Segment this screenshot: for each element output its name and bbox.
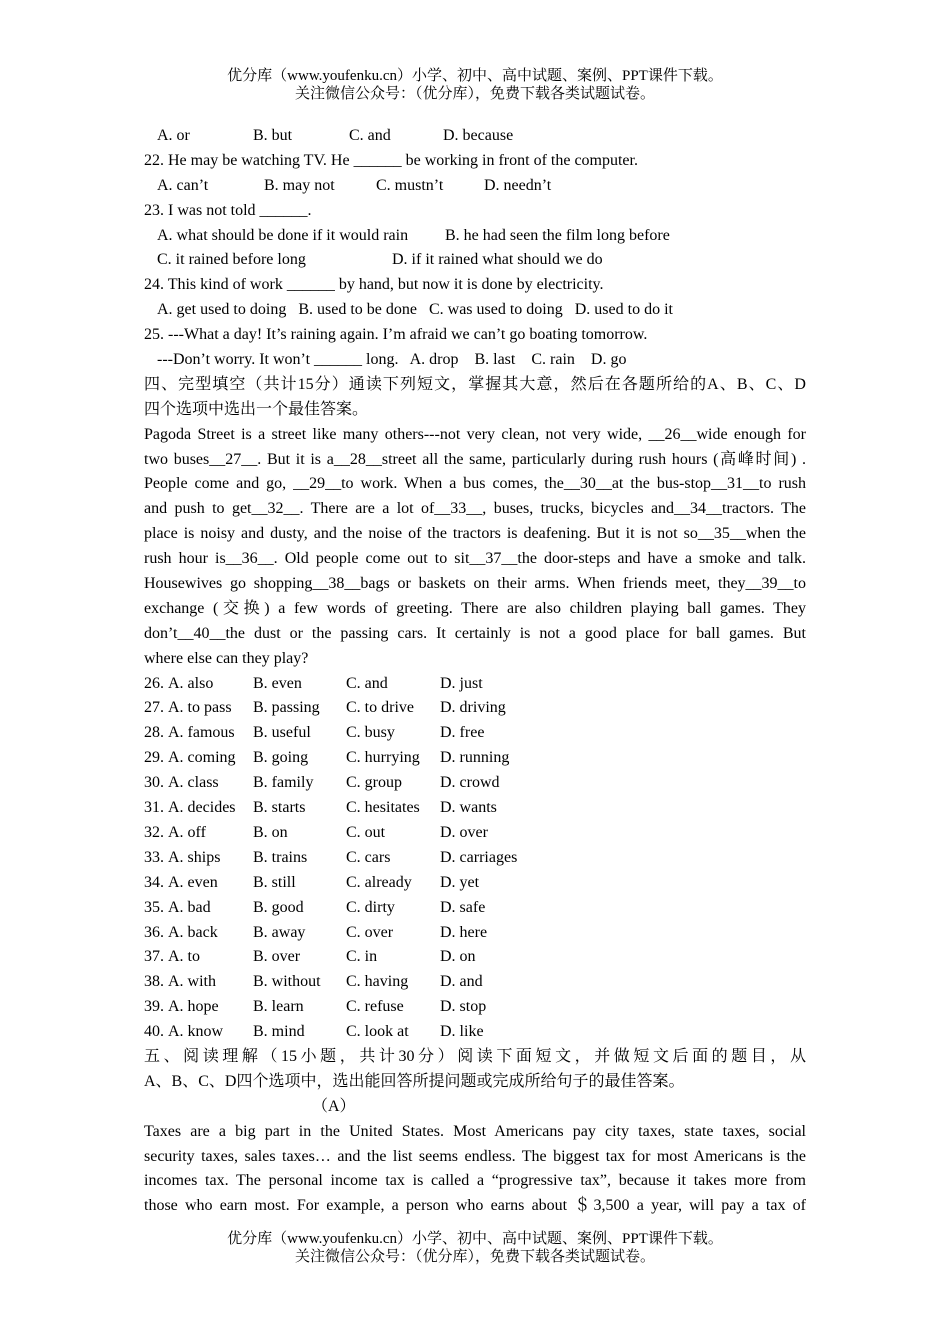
question-number: 31. (144, 799, 164, 817)
q21-option-a: A. or (157, 127, 190, 144)
option-b: B. starts (253, 799, 306, 817)
reading-passage-a (144, 1120, 806, 1220)
question-number: 27. (144, 699, 164, 717)
cloze-line-5: place is noisy and dusty, and the noise of the tractors is deafening. But it is not so__35__when the (144, 525, 806, 543)
option-c: C. group (346, 774, 402, 792)
q21-option-d: D. because (443, 127, 514, 144)
question-number: 26. (144, 674, 164, 692)
q21-option-b: B. but (253, 127, 293, 144)
q22-option-c: C. mustn’t (376, 176, 444, 194)
option-b: B. family (253, 774, 314, 792)
option-c: C. hurrying (346, 749, 420, 767)
option-a: A. famous (168, 724, 235, 742)
footer-line-1: 优分库（www.youfenku.cn）小学、初中、高中试题、案例、PPT课件下载。 (227, 1231, 723, 1247)
option-c: C. having (346, 973, 409, 991)
question-number: 29. (144, 749, 164, 767)
option-b: B. learn (253, 998, 304, 1016)
question-number: 35. (144, 898, 164, 916)
option-d: D. safe (440, 898, 486, 916)
reading-line-3: incomes tax. The personal income tax is called a “progressive tax”, because it takes more from (144, 1172, 806, 1190)
option-a: A. to (168, 948, 200, 966)
cloze-question-row (144, 970, 806, 995)
q23-option-a: A. what should be done if it would rain (157, 226, 409, 244)
q22-option-a: A. can’t (157, 176, 209, 194)
option-b: B. trains (253, 848, 308, 866)
option-c: C. busy (346, 724, 395, 742)
option-b: B. passing (253, 699, 320, 717)
cloze-question-row (144, 995, 806, 1020)
option-b: B. over (253, 948, 301, 966)
q23-option-d: D. if it rained what should we do (392, 251, 603, 269)
cloze-question-row (144, 896, 806, 921)
cloze-question-row (144, 696, 806, 721)
option-a: A. coming (168, 749, 236, 767)
cloze-line-7: Housewives go shopping__38__bags or baskets on their arms. When friends meet, they__39__to (144, 575, 806, 593)
question-number: 28. (144, 724, 164, 742)
q24-stem: 24. This kind of work ______ by hand, but now it is done by electricity. (144, 276, 604, 294)
cloze-question-row (144, 871, 806, 896)
cloze-question-row (144, 921, 806, 946)
option-a: A. to pass (168, 699, 232, 717)
option-d: D. over (440, 823, 488, 841)
option-b: B. going (253, 749, 309, 767)
q22-option-b: B. may not (264, 176, 335, 194)
option-d: D. stop (440, 998, 487, 1016)
option-d: D. yet (440, 873, 480, 891)
page-footer (0, 1230, 950, 1266)
option-b: B. still (253, 873, 296, 891)
option-a: A. with (168, 973, 216, 991)
option-b: B. useful (253, 724, 311, 742)
q21-option-c: C. and (349, 127, 391, 144)
cloze-question-row (144, 796, 806, 821)
cloze-passage (144, 423, 806, 672)
q21-options (144, 124, 806, 149)
document-body (144, 124, 806, 1219)
option-c: C. look at (346, 1023, 409, 1041)
page-header (0, 67, 950, 103)
q25-stem: 25. ---What a day! It’s raining again. I’m afraid we can’t go boating tomorrow. (144, 326, 648, 344)
option-a: A. even (168, 873, 218, 891)
option-d: D. and (440, 973, 483, 991)
reading-line-2: security taxes, sales taxes… and the list seems endless. The biggest tax for most Americans is the (144, 1147, 806, 1165)
option-c: C. cars (346, 848, 391, 866)
option-c: C. out (346, 823, 386, 841)
q24-options: A. get used to doing B. used to be done C. was used to doing D. used to do it (157, 301, 673, 319)
cloze-line-2: two buses__27__. But it is a__28__street all the same, particularly during rush hours (高峰时间) . (144, 450, 806, 468)
option-c: C. to drive (346, 699, 414, 717)
passage-a-label: （A） (312, 1097, 356, 1115)
option-c: C. already (346, 873, 412, 891)
option-d: D. on (440, 948, 476, 966)
option-c: C. hesitates (346, 799, 420, 817)
q23-options-row-2 (144, 248, 806, 273)
cloze-question-row (144, 1020, 806, 1045)
q22-stem: 22. He may be watching TV. He ______ be working in front of the computer. (144, 151, 638, 169)
question-number: 33. (144, 848, 164, 866)
option-a: A. ships (168, 848, 221, 866)
cloze-question-row (144, 945, 806, 970)
q22-option-d: D. needn’t (484, 176, 552, 194)
q22-options (144, 174, 806, 199)
option-b: B. mind (253, 1023, 305, 1041)
q23-option-c: C. it rained before long (157, 251, 306, 269)
option-a: A. bad (168, 898, 211, 916)
cloze-line-9: don’t__40__the dust or the passing cars. It certainly is not a good place for ball games. But (144, 624, 806, 642)
reading-line-4: those who earn most. For example, a person who earns about ＄3,500 a year, will pay a tax of (144, 1197, 806, 1215)
header-line-2: 关注微信公众号：（优分库），免费下载各类试题试卷。 (294, 86, 655, 102)
option-b: B. even (253, 674, 302, 692)
option-a: A. class (168, 774, 219, 792)
option-d: D. wants (440, 799, 497, 817)
section4-heading-line-2: 四个选项中选出一个最佳答案。 (144, 400, 369, 418)
q23-options-row-1 (144, 224, 806, 249)
q23-stem: 23. I was not told ______. (144, 201, 312, 219)
option-a: A. off (168, 823, 206, 841)
option-c: C. dirty (346, 898, 395, 916)
cloze-line-3: People come and go, __29__to work. When a bus comes, the__30__at the bus-stop__31__to rush (144, 475, 806, 493)
option-c: C. over (346, 923, 394, 941)
reading-line-1: Taxes are a big part in the United States. Most Americans pay city taxes, state taxes, social (144, 1122, 806, 1140)
cloze-question-row (144, 846, 806, 871)
option-d: D. crowd (440, 774, 500, 792)
cloze-line-1: Pagoda Street is a street like many others---not very clean, not very wide, __26__wide enough for (144, 425, 806, 443)
option-a: A. hope (168, 998, 219, 1016)
cloze-question-row (144, 672, 806, 697)
header-line-1: 优分库（www.youfenku.cn）小学、初中、高中试题、案例、PPT课件下载。 (227, 68, 723, 84)
cloze-question-row (144, 746, 806, 771)
option-d: D. here (440, 923, 488, 941)
option-c: C. in (346, 948, 378, 966)
cloze-line-4: and push to get__32__. There are a lot of__33__, buses, trucks, bicycles and__34__tractors. The (144, 500, 806, 518)
option-d: D. carriages (440, 848, 518, 866)
cloze-line-6: rush hour is__36__. Old people come out to sit__37__the door-steps and have a smoke and talk. (144, 550, 806, 568)
option-a: A. decides (168, 799, 236, 817)
option-d: D. driving (440, 699, 506, 717)
question-number: 32. (144, 823, 164, 841)
option-a: A. back (168, 923, 218, 941)
option-a: A. also (168, 674, 214, 692)
cloze-question-row (144, 771, 806, 796)
question-number: 30. (144, 774, 164, 792)
cloze-line-8: exchange (交换) a few words of greeting. There are also children playing ball games. They (144, 599, 806, 617)
question-number: 34. (144, 873, 164, 891)
option-c: C. and (346, 674, 388, 692)
option-d: D. running (440, 749, 510, 767)
section5-heading-line-2: A、B、C、D四个选项中，选出能回答所提问题或完成所给句子的最佳答案。 (144, 1072, 685, 1090)
q25-reply: ---Don’t worry. It won’t ______ long. A. drop B. last C. rain D. go (157, 351, 627, 369)
option-b: B. on (253, 823, 288, 841)
section5-heading-line-1: 五、阅读理解（15小题，共计30分）阅读下面短文，并做短文后面的题目，从 (144, 1047, 806, 1065)
option-a: A. know (168, 1023, 224, 1041)
q23-option-b: B. he had seen the film long before (445, 226, 670, 244)
option-d: D. free (440, 724, 485, 742)
cloze-line-10: where else can they play? (144, 649, 309, 667)
option-c: C. refuse (346, 998, 404, 1016)
cloze-question-row (144, 721, 806, 746)
option-b: B. without (253, 973, 321, 991)
question-number: 37. (144, 948, 164, 966)
question-number: 39. (144, 998, 164, 1016)
option-b: B. away (253, 923, 306, 941)
cloze-question-row (144, 821, 806, 846)
question-number: 36. (144, 923, 164, 941)
question-number: 40. (144, 1023, 164, 1041)
option-d: D. just (440, 674, 483, 692)
option-d: D. like (440, 1023, 484, 1041)
cloze-questions (144, 672, 806, 1045)
question-number: 38. (144, 973, 164, 991)
option-b: B. good (253, 898, 304, 916)
footer-line-2: 关注微信公众号：（优分库），免费下载各类试题试卷。 (294, 1249, 655, 1265)
section4-heading-line-1: 四、完型填空（共计15分）通读下列短文，掌握其大意，然后在各题所给的A、B、C、D (144, 375, 806, 393)
